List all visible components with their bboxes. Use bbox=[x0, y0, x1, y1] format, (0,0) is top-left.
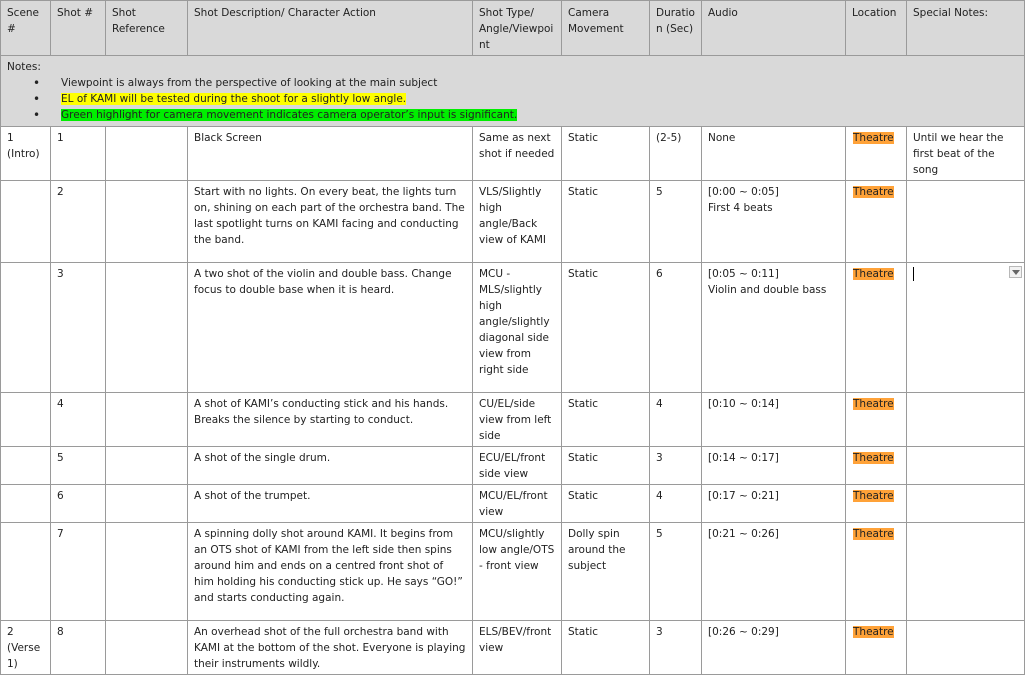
special-notes-cell[interactable] bbox=[907, 523, 1025, 621]
location-text: Theatre bbox=[853, 398, 894, 410]
table-row bbox=[1, 621, 1025, 675]
header-row bbox=[1, 1, 1025, 56]
duration-cell[interactable]: 4 bbox=[650, 485, 702, 523]
shot-cell[interactable]: 5 bbox=[51, 447, 106, 485]
location-text: Theatre bbox=[853, 626, 894, 638]
special-notes-cell[interactable] bbox=[907, 263, 1025, 393]
scene-cell[interactable] bbox=[1, 263, 51, 393]
special-notes-cell[interactable] bbox=[907, 393, 1025, 447]
location-cell[interactable] bbox=[846, 621, 907, 675]
movement-cell[interactable]: Dolly spin around the subject bbox=[562, 523, 650, 621]
location-text: Theatre bbox=[853, 528, 894, 540]
header-audio: Audio bbox=[702, 1, 846, 56]
audio-cell[interactable]: None bbox=[702, 127, 846, 181]
shot-cell[interactable]: 4 bbox=[51, 393, 106, 447]
duration-cell[interactable]: 5 bbox=[650, 523, 702, 621]
scene-cell[interactable] bbox=[1, 523, 51, 621]
audio-cell[interactable]: [0:10 ~ 0:14] bbox=[702, 393, 846, 447]
audio-cell[interactable]: [0:05 ~ 0:11] Violin and double bass bbox=[702, 263, 846, 393]
special-notes-cell[interactable]: Until we hear the first beat of the song bbox=[907, 127, 1025, 181]
shot-type-cell[interactable]: VLS/Slightly high angle/Back view of KAMI bbox=[473, 181, 562, 263]
location-cell[interactable] bbox=[846, 181, 907, 263]
movement-cell[interactable]: Static bbox=[562, 263, 650, 393]
duration-cell[interactable]: 3 bbox=[650, 447, 702, 485]
note-item bbox=[7, 91, 1018, 107]
description-cell[interactable]: A spinning dolly shot around KAMI. It begins from an OTS shot of KAMI from the left side then spins around him and ends on a centred front shot of him holding his conducting stick up. He says “GO!” and starts conducting again. bbox=[188, 523, 473, 621]
special-notes-cell[interactable] bbox=[907, 447, 1025, 485]
note-text-green: Green highlight for camera movement indicates camera operator’s input is significant. bbox=[61, 109, 518, 121]
location-text: Theatre bbox=[853, 490, 894, 502]
reference-cell[interactable] bbox=[106, 523, 188, 621]
shot-type-cell[interactable]: ECU/EL/front side view bbox=[473, 447, 562, 485]
note-text: Viewpoint is always from the perspective of looking at the main subject bbox=[61, 77, 438, 89]
description-cell[interactable]: A shot of KAMI’s conducting stick and his hands. Breaks the silence by starting to conduct. bbox=[188, 393, 473, 447]
movement-cell[interactable]: Static bbox=[562, 621, 650, 675]
scene-cell[interactable] bbox=[1, 181, 51, 263]
location-text: Theatre bbox=[853, 186, 894, 198]
header-location: Location bbox=[846, 1, 907, 56]
description-cell[interactable]: A shot of the single drum. bbox=[188, 447, 473, 485]
audio-cell[interactable]: [0:00 ~ 0:05] First 4 beats bbox=[702, 181, 846, 263]
table-row bbox=[1, 181, 1025, 263]
location-cell[interactable] bbox=[846, 485, 907, 523]
scene-cell[interactable] bbox=[1, 393, 51, 447]
audio-cell[interactable]: [0:17 ~ 0:21] bbox=[702, 485, 846, 523]
header-scene: Scene # bbox=[1, 1, 51, 56]
shot-type-cell[interactable]: MCU/EL/front view bbox=[473, 485, 562, 523]
reference-cell[interactable] bbox=[106, 447, 188, 485]
location-cell[interactable] bbox=[846, 127, 907, 181]
scene-cell[interactable]: 2 (Verse 1) bbox=[1, 621, 51, 675]
table-row bbox=[1, 127, 1025, 181]
shot-type-cell[interactable]: ELS/BEV/front view bbox=[473, 621, 562, 675]
movement-cell[interactable]: Static bbox=[562, 393, 650, 447]
special-notes-cell[interactable] bbox=[907, 485, 1025, 523]
header-duration: Duration (Sec) bbox=[650, 1, 702, 56]
notes-title: Notes: bbox=[7, 61, 41, 73]
audio-cell[interactable]: [0:14 ~ 0:17] bbox=[702, 447, 846, 485]
duration-cell[interactable]: (2-5) bbox=[650, 127, 702, 181]
header-shot-reference: Shot Reference bbox=[106, 1, 188, 56]
duration-cell[interactable]: 6 bbox=[650, 263, 702, 393]
movement-cell[interactable]: Static bbox=[562, 127, 650, 181]
header-shot: Shot # bbox=[51, 1, 106, 56]
reference-cell[interactable] bbox=[106, 127, 188, 181]
table-row bbox=[1, 485, 1025, 523]
special-notes-cell[interactable] bbox=[907, 621, 1025, 675]
reference-cell[interactable] bbox=[106, 181, 188, 263]
location-text: Theatre bbox=[853, 268, 894, 280]
location-cell[interactable] bbox=[846, 523, 907, 621]
duration-cell[interactable]: 3 bbox=[650, 621, 702, 675]
notes-row bbox=[1, 56, 1025, 127]
duration-cell[interactable]: 4 bbox=[650, 393, 702, 447]
description-cell[interactable]: Start with no lights. On every beat, the lights turn on, shining on each part of the orchestra band. The last spotlight turns on KAMI facing and conducting the band. bbox=[188, 181, 473, 263]
audio-cell[interactable]: [0:21 ~ 0:26] bbox=[702, 523, 846, 621]
movement-cell[interactable]: Static bbox=[562, 485, 650, 523]
scene-cell[interactable] bbox=[1, 485, 51, 523]
duration-cell[interactable]: 5 bbox=[650, 181, 702, 263]
shot-type-cell[interactable]: MCU/slightly low angle/OTS - front view bbox=[473, 523, 562, 621]
text-cursor bbox=[913, 267, 914, 281]
shot-cell[interactable]: 3 bbox=[51, 263, 106, 393]
shot-cell[interactable]: 1 bbox=[51, 127, 106, 181]
shot-type-cell[interactable]: CU/EL/side view from left side bbox=[473, 393, 562, 447]
location-cell[interactable] bbox=[846, 447, 907, 485]
description-cell[interactable]: A two shot of the violin and double bass. Change focus to double base when it is heard. bbox=[188, 263, 473, 393]
description-cell[interactable]: An overhead shot of the full orchestra band with KAMI at the bottom of the shot. Everyone is playing their instruments wildly. bbox=[188, 621, 473, 675]
shot-cell[interactable]: 7 bbox=[51, 523, 106, 621]
reference-cell[interactable] bbox=[106, 393, 188, 447]
header-camera-movement: Camera Movement bbox=[562, 1, 650, 56]
notes-list bbox=[7, 75, 1018, 123]
shot-type-cell[interactable]: MCU - MLS/slightly high angle/slightly diagonal side view from right side bbox=[473, 263, 562, 393]
location-text: Theatre bbox=[853, 452, 894, 464]
table-row bbox=[1, 523, 1025, 621]
shot-cell[interactable]: 6 bbox=[51, 485, 106, 523]
note-item bbox=[7, 75, 1018, 91]
special-notes-cell[interactable] bbox=[907, 181, 1025, 263]
reference-cell[interactable] bbox=[106, 621, 188, 675]
description-cell[interactable]: A shot of the trumpet. bbox=[188, 485, 473, 523]
shot-type-cell[interactable]: Same as next shot if needed bbox=[473, 127, 562, 181]
header-special-notes: Special Notes: bbox=[907, 1, 1025, 56]
note-item bbox=[7, 107, 1018, 123]
shot-cell[interactable]: 8 bbox=[51, 621, 106, 675]
note-text-yellow: EL of KAMI will be tested during the shoot for a slightly low angle. bbox=[61, 93, 407, 105]
location-cell[interactable] bbox=[846, 263, 907, 393]
table-row bbox=[1, 447, 1025, 485]
reference-cell[interactable] bbox=[106, 263, 188, 393]
table-row bbox=[1, 263, 1025, 393]
header-shot-type: Shot Type/ Angle/Viewpoint bbox=[473, 1, 562, 56]
description-cell[interactable]: Black Screen bbox=[188, 127, 473, 181]
scene-cell[interactable] bbox=[1, 447, 51, 485]
reference-cell[interactable] bbox=[106, 485, 188, 523]
scene-cell[interactable]: 1 (Intro) bbox=[1, 127, 51, 181]
movement-cell[interactable]: Static bbox=[562, 447, 650, 485]
table-row bbox=[1, 393, 1025, 447]
dropdown-arrow-icon[interactable] bbox=[1009, 266, 1022, 278]
header-description: Shot Description/ Character Action bbox=[188, 1, 473, 56]
shot-cell[interactable]: 2 bbox=[51, 181, 106, 263]
audio-cell[interactable]: [0:26 ~ 0:29] bbox=[702, 621, 846, 675]
location-text: Theatre bbox=[853, 132, 894, 144]
location-cell[interactable] bbox=[846, 393, 907, 447]
movement-cell[interactable]: Static bbox=[562, 181, 650, 263]
notes-cell bbox=[1, 56, 1025, 127]
